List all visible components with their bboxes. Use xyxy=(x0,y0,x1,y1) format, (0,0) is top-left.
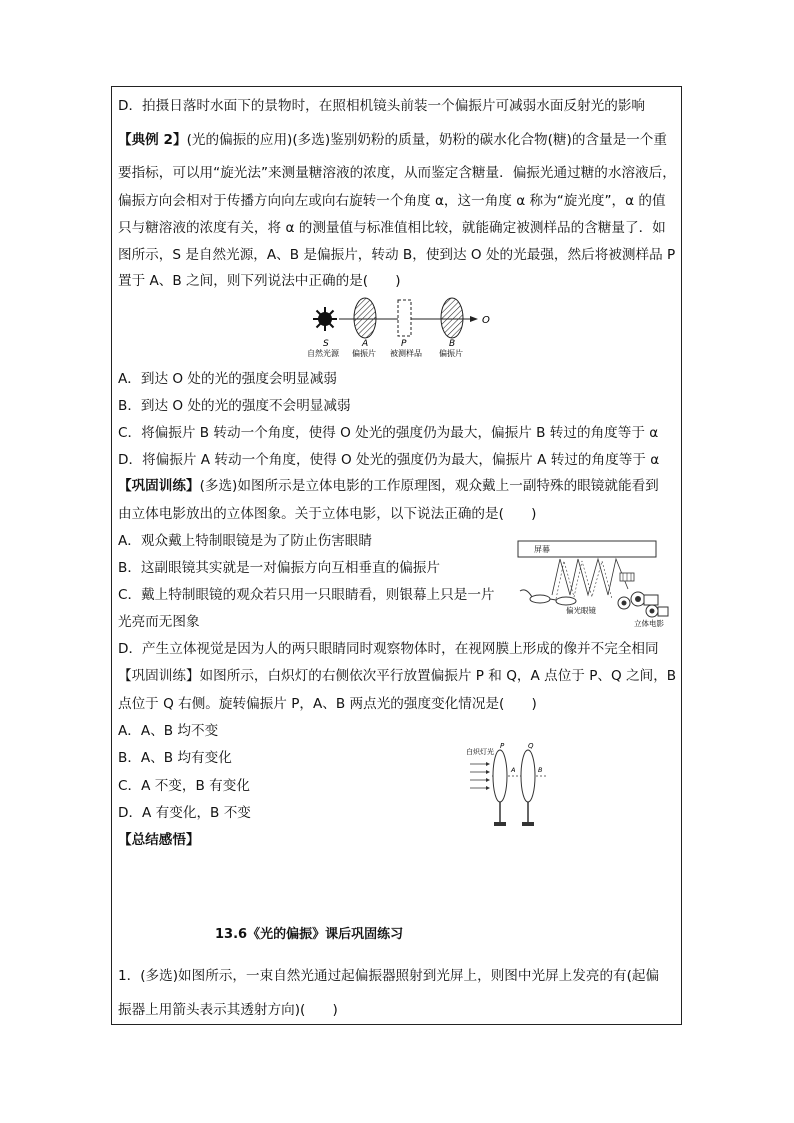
example-2-heading: 【典例 2】 xyxy=(118,132,187,148)
training-2-option-c: C．A 不变，B 有变化 xyxy=(118,778,250,794)
example-2-line-2: 要指标，可以用“旋光法”来测量糖溶液的浓度，从而鉴定含糖量．偏振光通过糖的水溶液后， xyxy=(118,165,676,181)
glasses-icon xyxy=(520,590,576,605)
training-1-line-2: 由立体电影放出的立体图象。关于立体电影，以下说法正确的是( ) xyxy=(118,506,537,522)
o-label: O xyxy=(482,315,490,326)
training-1-option-c-1: C．戴上特制眼镜的观众若只用一只眼睛看，则银幕上只是一片 xyxy=(118,587,495,603)
training-1-option-c-2: 光亮而无图象 xyxy=(118,614,200,630)
example-2-text: (光的偏振的应用)(多选)鉴别奶粉的质量，奶粉的碳水化合物(糖)的含量是一个重 xyxy=(186,132,667,148)
b-caption: 偏振片 xyxy=(439,349,463,358)
training-1-text: (多选)如图所示是立体电影的工作原理图，观众戴上一副特殊的眼镜就能看到 xyxy=(199,478,659,494)
screen-label: 屏幕 xyxy=(534,545,550,554)
lamp-label: 白炽灯光 xyxy=(466,748,494,756)
example-2-line-5: 图所示，S 是自然光源，A、B 是偏振片，转动 B，使到达 O 处的光最强，然后将被测样品 P xyxy=(118,247,676,263)
question-1-line-2: 振器上用箭头表示其透射方向)( ) xyxy=(118,1002,338,1018)
ex2-option-c: C．将偏振片 B 转动一个角度，使得 O 处光的强度仍为最大，偏振片 B 转过的角度等于 α xyxy=(118,425,659,441)
ex2-option-a: A．到达 O 处的光的强度会明显减弱 xyxy=(118,371,337,387)
training-2-option-d: D．A 有变化，B 不变 xyxy=(118,805,251,821)
sun-icon xyxy=(313,307,337,331)
p-label: P xyxy=(500,742,505,750)
b-label: B xyxy=(538,766,543,774)
p-label: P xyxy=(401,339,407,349)
movie-label: 立体电影 xyxy=(634,619,664,628)
a-caption: 偏振片 xyxy=(352,349,376,358)
p-caption: 被测样品 xyxy=(390,349,422,358)
training-1-option-a: A．观众戴上特制眼镜是为了防止伤害眼睛 xyxy=(118,533,372,549)
a-label: A xyxy=(511,766,516,774)
glasses-label: 偏光眼镜 xyxy=(566,606,596,615)
sample-p-shape xyxy=(398,300,411,336)
a-label: A xyxy=(362,339,369,349)
polarimeter-figure xyxy=(300,296,500,358)
ex2-option-b: B．到达 O 处的光的强度不会明显减弱 xyxy=(118,398,351,414)
s-caption: 自然光源 xyxy=(307,349,339,358)
training-2-option-b: B．A、B 均有变化 xyxy=(118,750,232,766)
training-2-line-1: 【巩固训练】如图所示，白炽灯的右侧依次平行放置偏振片 P 和 Q，A 点位于 P、Q 之间，B xyxy=(118,668,677,684)
example-2-line-1 xyxy=(118,130,667,150)
section-title: 13.6《光的偏振》课后巩固练习 xyxy=(215,927,404,942)
lamp-polarizer-figure xyxy=(466,742,556,834)
projector-icon xyxy=(618,592,668,617)
training-1-line-1 xyxy=(118,476,659,496)
summary-heading: 【总结感悟】 xyxy=(118,832,200,848)
training-2-line-2: 点位于 Q 右侧。旋转偏振片 P，A、B 两点光的强度变化情况是( ) xyxy=(118,696,537,712)
q-label: Q xyxy=(528,742,534,750)
polarizer-q-shape xyxy=(521,750,535,802)
training-2-option-a: A．A、B 均不变 xyxy=(118,723,219,739)
option-d-text: D．拍摄日落时水面下的景物时，在照相机镜头前装一个偏振片可减弱水面反射光的影响 xyxy=(118,98,646,114)
training-1-option-b: B．这副眼镜其实就是一对偏振方向互相垂直的偏振片 xyxy=(118,560,440,576)
ex2-option-d: D．将偏振片 A 转动一个角度，使得 O 处光的强度仍为最大，偏振片 A 转过的角度等于 α xyxy=(118,452,660,468)
training-1-option-d: D．产生立体视觉是因为人的两只眼睛同时观察物体时，在视网膜上形成的像并不完全相同 xyxy=(118,641,659,657)
polarizer-a-shape xyxy=(354,298,376,338)
polarizer-p-shape xyxy=(493,750,507,802)
b-label: B xyxy=(449,339,456,349)
example-2-line-3: 偏振方向会相对于传播方向向左或向右旋转一个角度 α，这一角度 α 称为“旋光度”，α 的值 xyxy=(118,193,666,209)
polarizer-b-shape xyxy=(441,298,463,338)
question-1-line-1: 1．(多选)如图所示，一束自然光通过起偏振器照射到光屏上，则图中光屏上发亮的有(起偏 xyxy=(118,968,660,984)
training-1-heading: 【巩固训练】 xyxy=(118,478,200,494)
example-2-line-6: 置于 A、B 之间，则下列说法中正确的是( ) xyxy=(118,273,401,289)
example-2-line-4: 只与糖溶液的浓度有关，将 α 的测量值与标准值相比较，就能确定被测样品的含糖量了．如 xyxy=(118,220,666,236)
s-label: S xyxy=(323,339,329,349)
stereo-movie-figure xyxy=(512,537,672,637)
